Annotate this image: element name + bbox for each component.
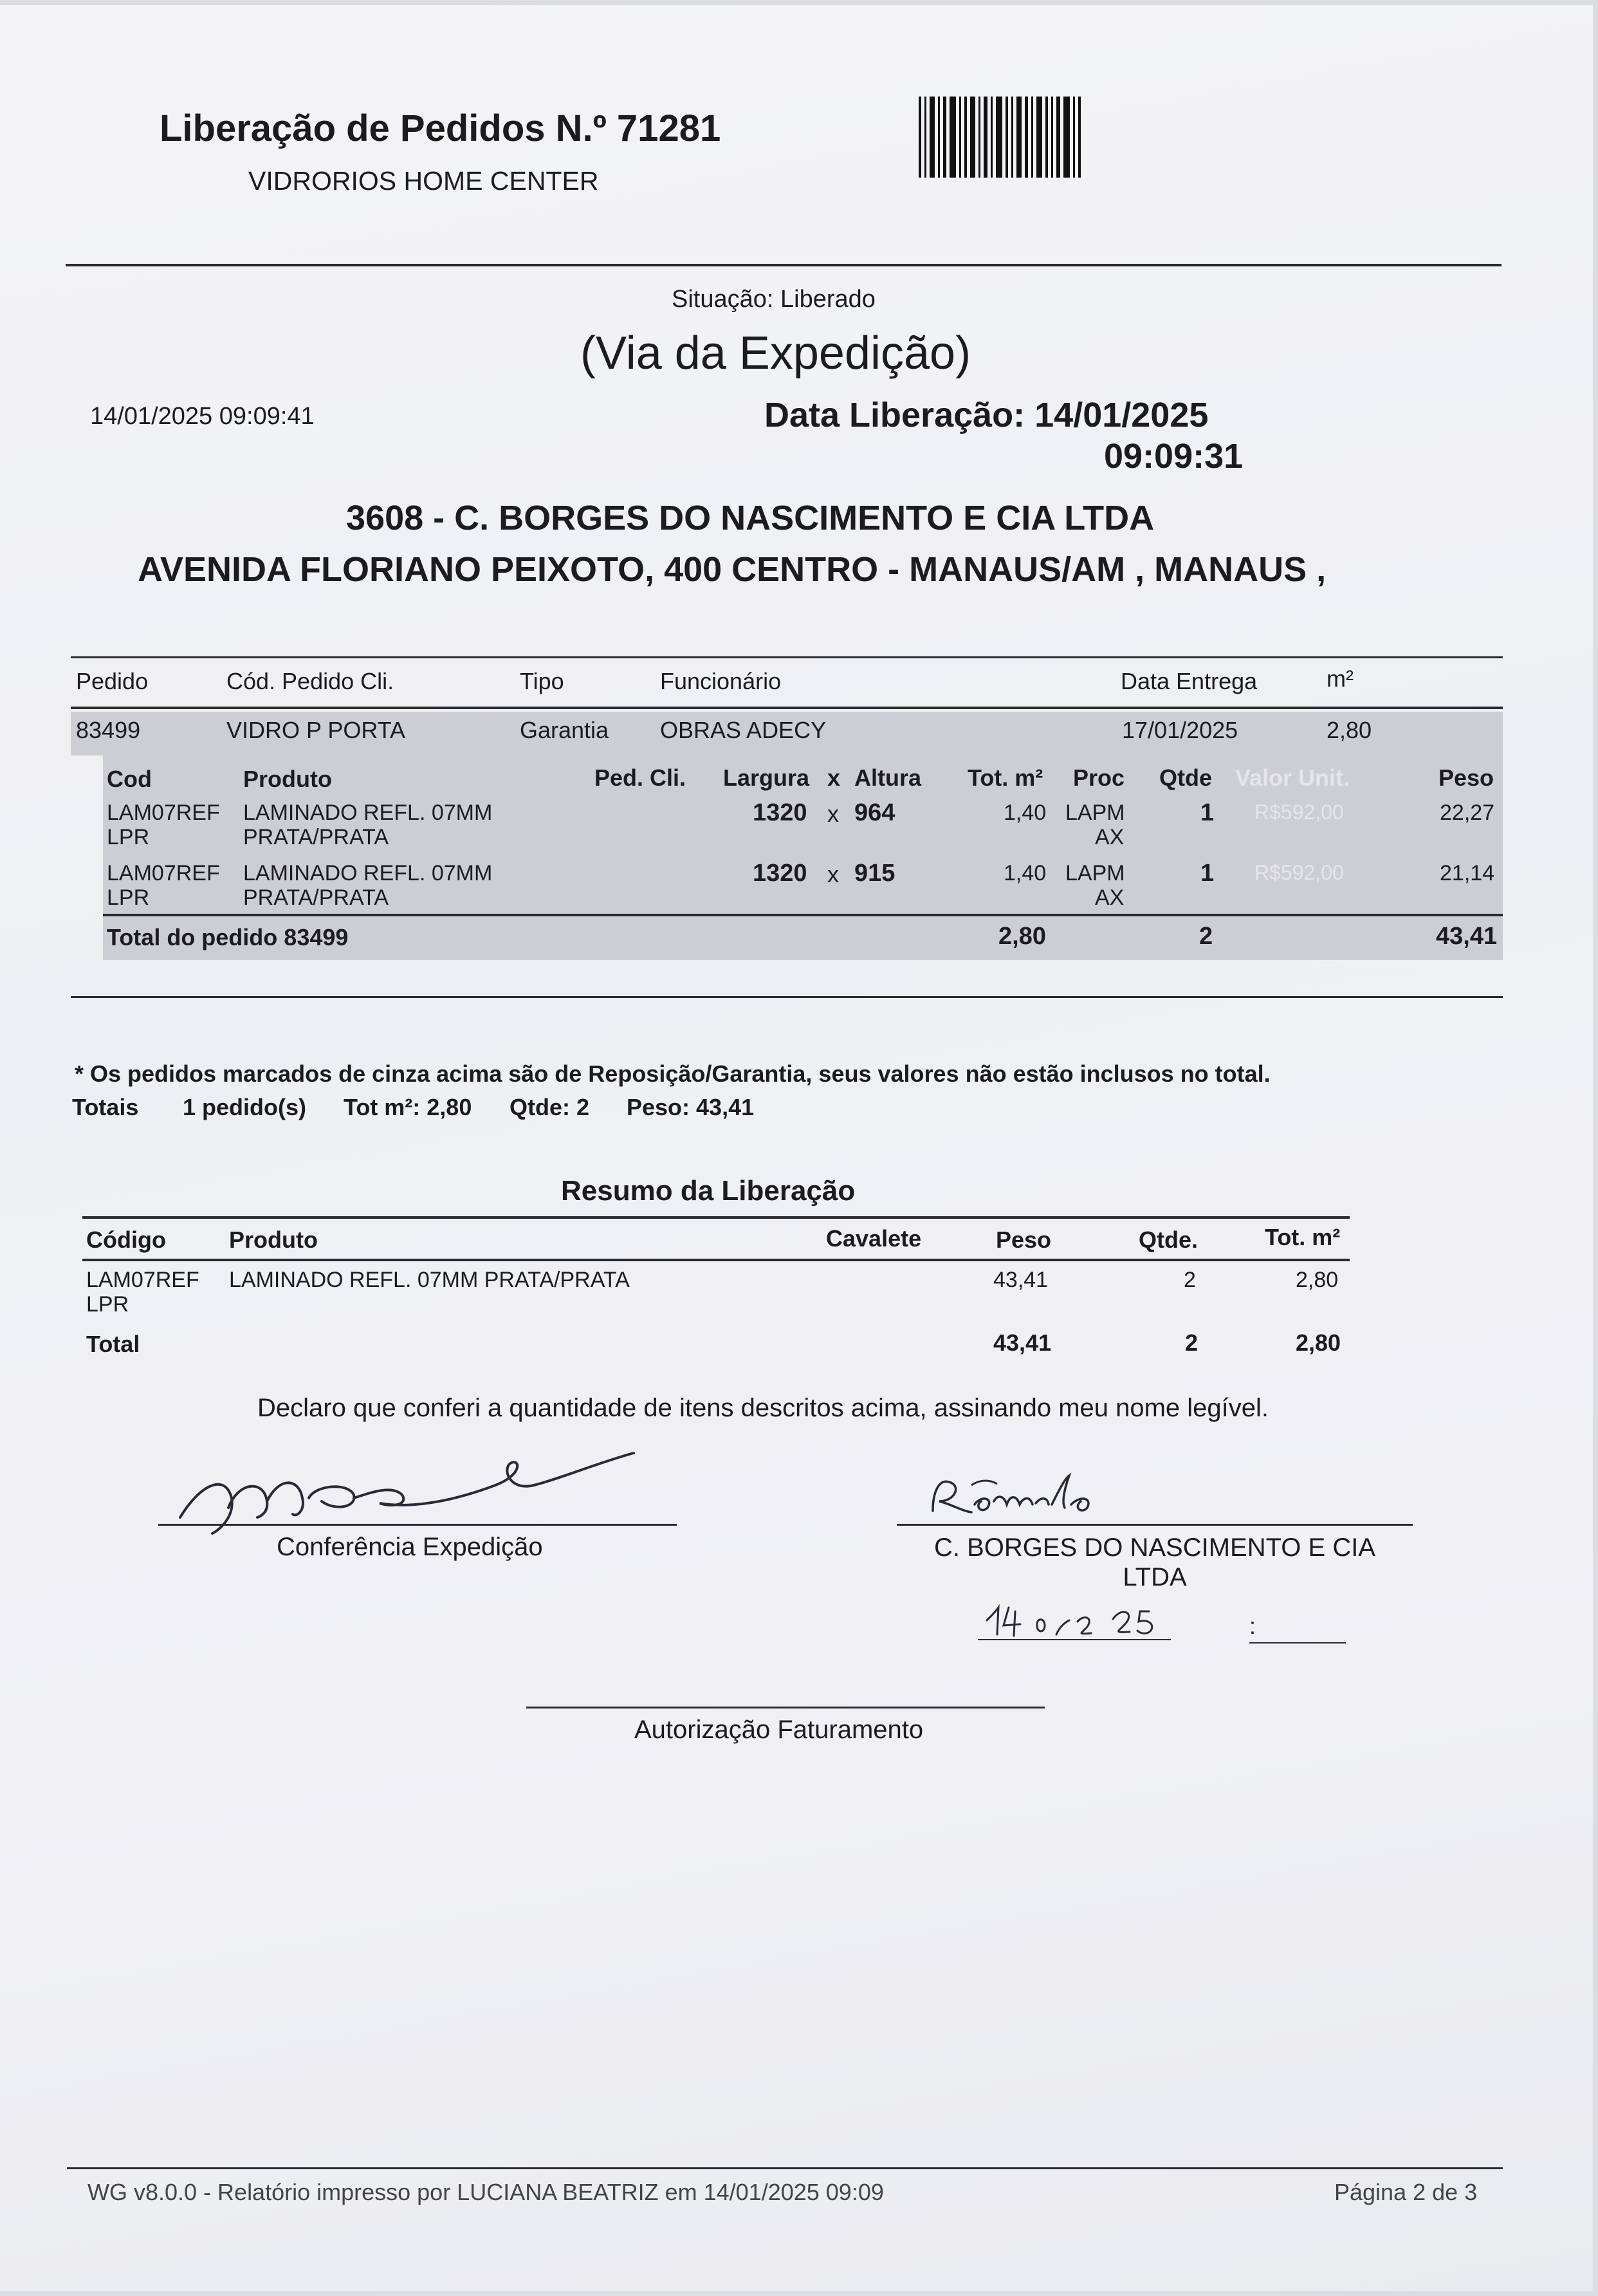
footer-page-number: Página 2 de 3 — [1334, 2179, 1478, 2205]
summary-row-codigo: LAM07REF LPR — [86, 1268, 199, 1317]
item-2-peso: 21,14 — [1440, 861, 1495, 885]
item-1-cod: LAM07REF LPR — [107, 801, 220, 849]
summary-row-peso: 43,41 — [993, 1268, 1049, 1292]
item-2-cod: LAM07REF LPR — [107, 861, 220, 910]
summary-top-rule — [82, 1216, 1350, 1219]
signature-label-left: Conferência Expedição — [277, 1533, 543, 1561]
item-1-largura: 1320 — [753, 799, 807, 826]
order-m2: 2,80 — [1327, 717, 1372, 743]
totals-qtde: Qtde: 2 — [510, 1094, 590, 1120]
order-cod-cli: VIDRO P PORTA — [226, 717, 406, 743]
items-total-rule — [103, 914, 1503, 916]
col-funcionario: Funcionário — [660, 668, 782, 694]
summary-col-codigo: Código — [86, 1227, 166, 1253]
item-2-valor-unit: R$592,00 — [1254, 861, 1344, 884]
item-2-tot-m2: 1,40 — [1004, 861, 1047, 885]
order-table-top-rule — [71, 656, 1503, 658]
col-cod-pedido-cli: Cód. Pedido Cli. — [226, 668, 394, 694]
summary-header-rule — [82, 1259, 1350, 1261]
item-2-x: x — [827, 861, 839, 887]
col-m2: m² — [1327, 665, 1354, 692]
item-col-qtde: Qtde — [1159, 764, 1213, 791]
item-2-proc: LAPM AX — [1065, 861, 1125, 910]
order-table-bottom-rule — [71, 996, 1503, 998]
order-total-m2: 2,80 — [998, 923, 1046, 950]
handwritten-date — [978, 1595, 1235, 1646]
time-blank: : — [1249, 1613, 1256, 1639]
release-date: Data Liberação: 14/01/2025 — [764, 396, 1209, 434]
header-divider — [66, 264, 1502, 266]
item-2-altura: 915 — [854, 860, 895, 887]
handwritten-signature-right — [926, 1466, 1132, 1530]
order-funcionario: OBRAS ADECY — [660, 717, 827, 743]
summary-col-produto: Produto — [229, 1227, 318, 1253]
item-1-tot-m2: 1,40 — [1004, 801, 1047, 825]
item-1-peso: 22,27 — [1440, 801, 1495, 825]
signature-line-left — [158, 1524, 677, 1526]
totals-m2: Tot m²: 2,80 — [344, 1094, 472, 1120]
client-name: 3608 - C. BORGES DO NASCIMENTO E CIA LTDA — [346, 499, 1155, 537]
footer-rule — [67, 2167, 1503, 2169]
order-tipo: Garantia — [520, 717, 609, 743]
company-name: VIDRORIOS HOME CENTER — [248, 166, 599, 196]
item-2-largura: 1320 — [753, 860, 807, 887]
billing-label: Autorização Faturamento — [634, 1716, 924, 1744]
item-1-x: x — [827, 801, 839, 827]
totals-pedidos: 1 pedido(s) — [183, 1094, 307, 1120]
summary-total-label: Total — [86, 1331, 140, 1357]
barcode — [919, 97, 1171, 178]
signature-line-right — [897, 1524, 1413, 1526]
totals-label: Totais — [72, 1094, 139, 1120]
document-title: Liberação de Pedidos N.º 71281 — [160, 107, 721, 149]
summary-row-produto: LAMINADO REFL. 07MM PRATA/PRATA — [229, 1268, 630, 1292]
order-pedido: 83499 — [76, 717, 141, 743]
order-data-entrega: 17/01/2025 — [1122, 717, 1238, 743]
item-1-altura: 964 — [854, 799, 895, 826]
item-col-proc: Proc — [1073, 764, 1125, 791]
copy-label: (Via da Expedição) — [580, 328, 971, 379]
col-tipo: Tipo — [520, 668, 564, 694]
client-address: AVENIDA FLORIANO PEIXOTO, 400 CENTRO - MANAUS/AM , MANAUS , — [138, 550, 1327, 589]
summary-col-tot-m2: Tot. m² — [1265, 1224, 1341, 1250]
summary-row-tot-m2: 2,80 — [1296, 1268, 1339, 1292]
order-total-qtde: 2 — [1199, 923, 1213, 950]
billing-signature-line — [526, 1707, 1045, 1708]
document-page — [0, 5, 1593, 2291]
summary-total-qtde: 2 — [1185, 1329, 1198, 1356]
item-1-proc: LAPM AX — [1065, 801, 1125, 849]
item-col-largura: Largura — [723, 764, 810, 791]
col-data-entrega: Data Entrega — [1121, 668, 1258, 694]
item-col-peso: Peso — [1438, 764, 1494, 791]
summary-col-cavalete: Cavalete — [826, 1225, 922, 1252]
situation-label: Situação: Liberado — [672, 286, 876, 313]
item-2-produto: LAMINADO REFL. 07MM PRATA/PRATA — [243, 861, 493, 910]
summary-col-qtde: Qtde. — [1139, 1227, 1198, 1253]
release-time: 09:09:31 — [1104, 437, 1244, 476]
item-col-produto: Produto — [243, 766, 332, 792]
summary-total-tot-m2: 2,80 — [1296, 1329, 1341, 1356]
item-col-valor-unit: Valor Unit. — [1235, 764, 1350, 791]
summary-total-peso: 43,41 — [993, 1329, 1052, 1356]
col-pedido: Pedido — [76, 668, 149, 694]
item-col-x: x — [827, 764, 841, 791]
print-timestamp: 14/01/2025 09:09:41 — [90, 403, 315, 430]
gray-rows-note: * Os pedidos marcados de cinza acima são de Reposição/Garantia, seus valores não estão inclusos no total. — [75, 1060, 1271, 1087]
order-table-header-rule — [71, 707, 1503, 709]
order-total-peso: 43,41 — [1436, 923, 1498, 950]
signature-label-right: C. BORGES DO NASCIMENTO E CIA LTDA — [933, 1533, 1376, 1591]
order-total-label: Total do pedido 83499 — [107, 924, 349, 950]
summary-col-peso: Peso — [996, 1227, 1052, 1253]
item-col-tot-m2: Tot. m² — [968, 764, 1043, 791]
item-1-produto: LAMINADO REFL. 07MM PRATA/PRATA — [243, 801, 493, 849]
declaration-text: Declaro que conferi a quantidade de itens descritos acima, assinando meu nome legível. — [257, 1394, 1269, 1422]
item-1-qtde: 1 — [1200, 799, 1215, 826]
item-2-qtde: 1 — [1200, 860, 1215, 887]
item-col-altura: Altura — [854, 764, 922, 791]
footer-print-info: WG v8.0.0 - Relatório impresso por LUCIANA BEATRIZ em 14/01/2025 09:09 — [87, 2179, 884, 2205]
item-1-valor-unit: R$592,00 — [1254, 801, 1344, 824]
item-col-cod: Cod — [107, 766, 152, 792]
summary-row-qtde: 2 — [1184, 1268, 1196, 1292]
item-col-ped-cli: Ped. Cli. — [594, 764, 686, 791]
summary-title: Resumo da Liberação — [561, 1175, 856, 1207]
totals-peso: Peso: 43,41 — [627, 1094, 755, 1120]
time-blank-line — [1249, 1642, 1346, 1643]
